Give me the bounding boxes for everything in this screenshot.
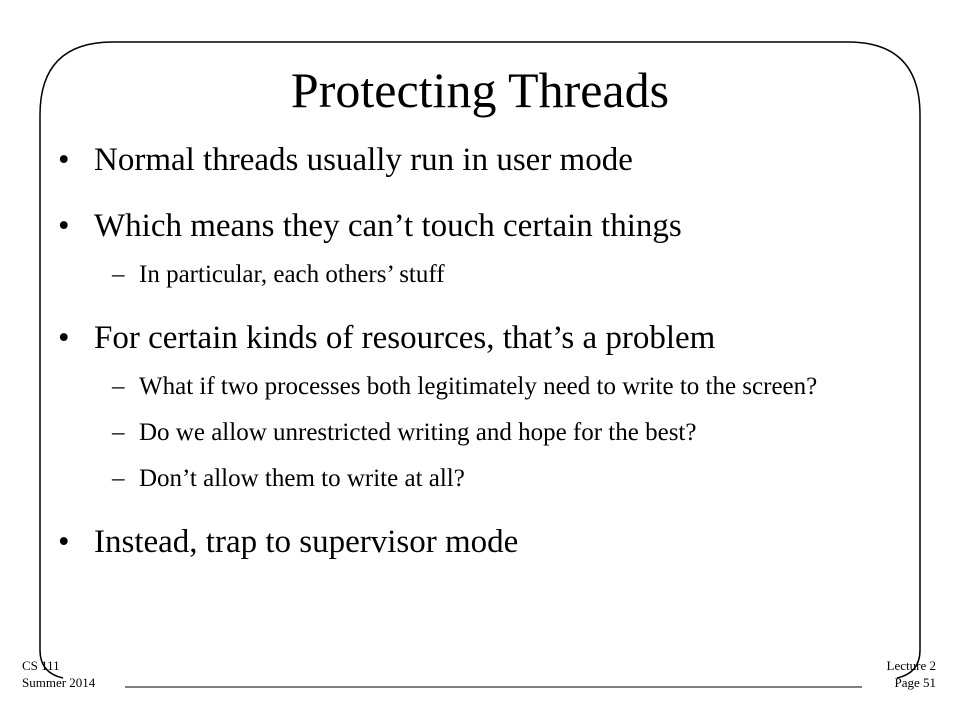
bullet-marker: •	[58, 142, 70, 178]
dash-marker: –	[112, 419, 125, 446]
page-number: Page 51	[894, 675, 936, 690]
term-label: Summer 2014	[22, 675, 96, 690]
dash-marker: –	[112, 373, 125, 400]
sub-bullet-text: In particular, each others’ stuff	[139, 261, 445, 288]
bullet-text: Normal threads usually run in user mode	[94, 142, 633, 178]
bullet-marker: •	[58, 320, 70, 356]
sub-bullet-item	[58, 416, 918, 450]
dash-marker: –	[112, 261, 125, 288]
bullet-text: Instead, trap to supervisor mode	[94, 524, 519, 560]
sub-bullet-text: Do we allow unrestricted writing and hope for the best?	[139, 419, 697, 446]
bullet-item	[58, 140, 918, 180]
bullet-item	[58, 522, 918, 562]
sub-bullet-item	[58, 370, 918, 404]
lecture-label: Lecture 2	[886, 658, 936, 673]
footer-left	[22, 657, 95, 691]
footer-right	[887, 657, 936, 691]
bullet-marker: •	[58, 208, 70, 244]
bullet-marker: •	[58, 524, 70, 560]
course-label: CS 111	[22, 658, 60, 673]
slide-body	[58, 140, 918, 588]
bullet-item	[58, 318, 918, 358]
sub-bullet-item	[58, 258, 918, 292]
bullet-text: Which means they can’t touch certain things	[94, 208, 682, 244]
sub-bullet-text: What if two processes both legitimately need to write to the screen?	[139, 373, 818, 400]
dash-marker: –	[112, 465, 125, 492]
sub-bullet-text: Don’t allow them to write at all?	[139, 465, 465, 492]
bullet-item	[58, 206, 918, 246]
slide-title: Protecting Threads	[290, 62, 670, 118]
bullet-text: For certain kinds of resources, that’s a problem	[94, 320, 716, 356]
sub-bullet-item	[58, 462, 918, 496]
